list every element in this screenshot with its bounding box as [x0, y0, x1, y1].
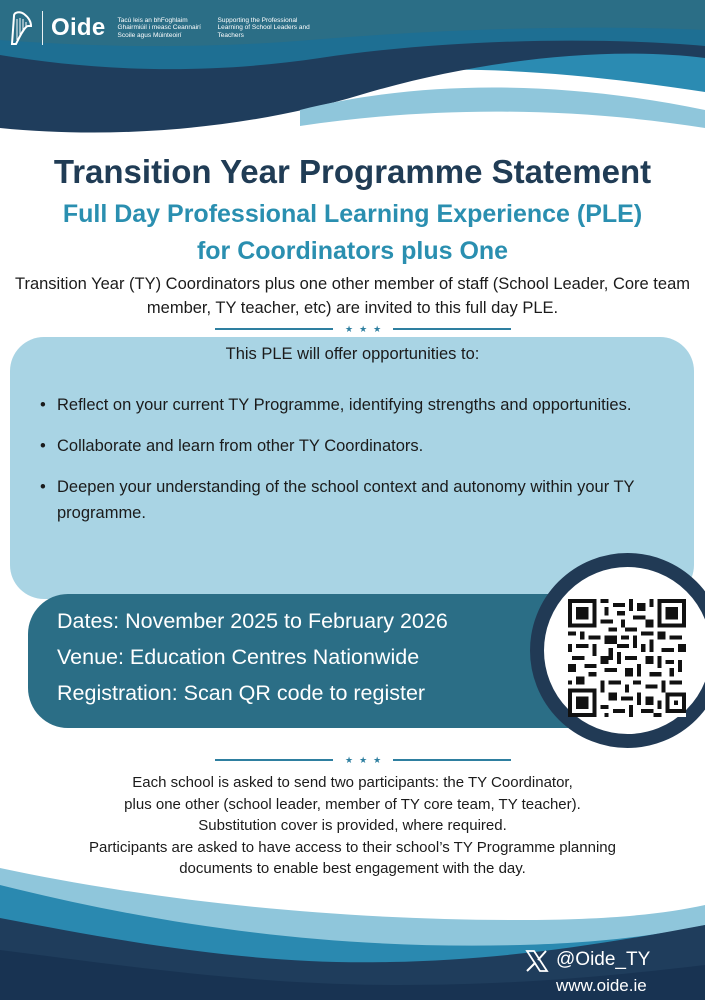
event-registration: Registration: Scan QR code to register: [57, 681, 426, 705]
oide-logo: [8, 6, 318, 50]
notes-line-3: Substitution cover is provided, where required.: [198, 817, 507, 834]
harp-icon: [8, 10, 34, 46]
tagline-irish: Tacú leis an bhFoghlaim Ghairmiúil i measc Ceannairí Scoile agus Múinteoirí: [117, 16, 201, 39]
website-link[interactable]: www.oide.ie: [556, 976, 647, 995]
social-handle-link[interactable]: @Oide_TY: [556, 949, 651, 970]
opportunities-heading: This PLE will offer opportunities to:: [225, 345, 480, 363]
registration-qr-code[interactable]: [568, 599, 686, 717]
event-dates: Dates: November 2025 to February 2026: [57, 609, 448, 633]
x-logo-icon[interactable]: [524, 950, 550, 972]
intro-text: Transition Year (TY) Coordinators plus one other member of staff (School Leader, Core team member, TY teacher, etc) are invited to this full day PLE.: [14, 275, 690, 317]
opportunities-list: [40, 392, 680, 541]
notes-line-4: Participants are asked to have access to their school’s TY Programme planning: [89, 838, 616, 856]
notes-line-1: Each school is asked to send two participants: the TY Coordinator,: [132, 774, 573, 791]
subtitle-line-1: Full Day Professional Learning Experience (PLE): [62, 200, 643, 228]
event-venue: Venue: Education Centres Nationwide: [57, 645, 420, 669]
notes-line-5: documents to enable best engagement with the day.: [179, 860, 526, 877]
list-item: • Deepen your understanding of the school context and autonomy within your TY programme.: [40, 478, 635, 522]
notes-line-2: plus one other (school leader, member of TY core team, TY teacher).: [124, 795, 581, 813]
logo-divider: [42, 11, 43, 45]
section-divider-top: ★★★: [215, 322, 511, 336]
subtitle-line-2: for Coordinators plus One: [196, 237, 509, 265]
section-divider-bottom: ★★★: [215, 753, 511, 767]
tagline-english: Supporting the Professional Learning of School Leaders and Teachers: [217, 16, 310, 39]
page-title: Transition Year Programme Statement: [53, 153, 652, 190]
logo-text: Oide: [51, 14, 106, 41]
list-item: • Collaborate and learn from other TY Coordinators.: [40, 437, 424, 455]
list-item: • Reflect on your current TY Programme, identifying strengths and opportunities.: [40, 396, 632, 414]
participation-notes: [0, 772, 705, 880]
